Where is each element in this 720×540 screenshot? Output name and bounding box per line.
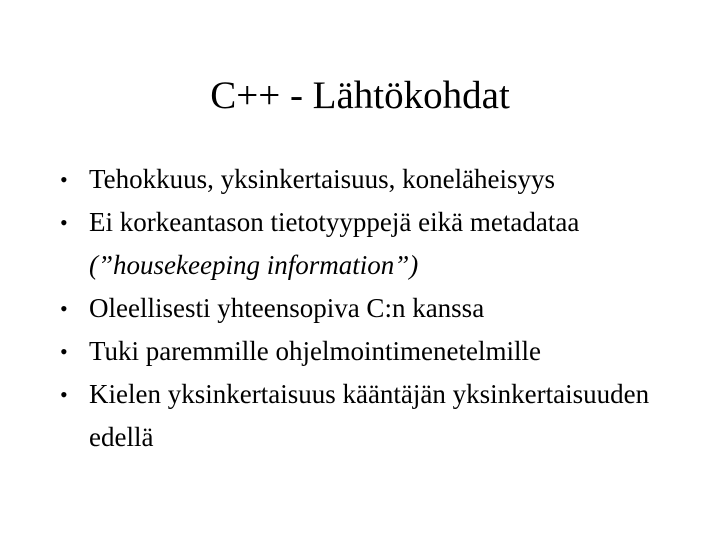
bullet-item-efficiency xyxy=(60,158,680,201)
slide-title: C++ - Lähtökohdat xyxy=(210,74,510,117)
bullet-text: Oleellisesti yhteensopiva C:n kanssa xyxy=(89,293,485,323)
bullet-icon: • xyxy=(60,339,68,364)
bullet-text-italic: (”housekeeping information”) xyxy=(89,250,419,280)
bullet-item-language-simplicity xyxy=(60,373,680,459)
bullet-icon: • xyxy=(60,210,68,235)
bullet-list xyxy=(60,158,680,459)
bullet-item-c-compatibility xyxy=(60,287,680,330)
bullet-text: Kielen yksinkertaisuus kääntäjän yksinkertaisuuden edellä xyxy=(89,379,650,452)
bullet-icon: • xyxy=(60,382,68,407)
bullet-item-no-high-level-types xyxy=(60,201,680,287)
bullet-icon: • xyxy=(60,296,68,321)
bullet-item-programming-methods xyxy=(60,330,680,373)
bullet-text: Ei korkeantason tietotyyppejä eikä metadataa xyxy=(89,207,580,237)
bullet-text: Tehokkuus, yksinkertaisuus, koneläheisyys xyxy=(89,164,556,194)
bullet-text: Tuki paremmille ohjelmointimenetelmille xyxy=(89,336,541,366)
bullet-icon: • xyxy=(60,167,68,192)
